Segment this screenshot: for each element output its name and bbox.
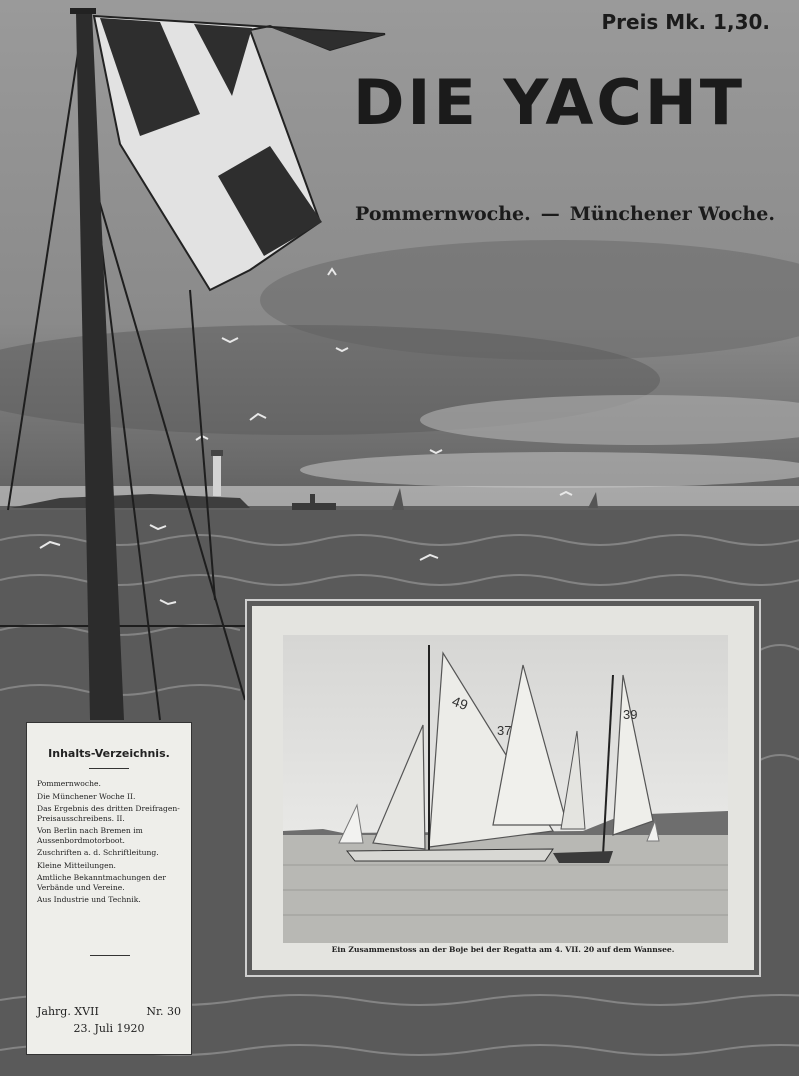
issue-number: Nr. 30 bbox=[146, 1005, 181, 1018]
issue-info bbox=[37, 1005, 181, 1035]
contents-item: Amtliche Bekanntmachungen der Verbände und Vereine. bbox=[37, 873, 166, 892]
contents-divider-bottom bbox=[90, 955, 130, 956]
subtitle-left: Pommernwoche. bbox=[355, 203, 531, 225]
contents-divider bbox=[89, 768, 129, 769]
sail-number-1: 49 bbox=[449, 692, 471, 714]
regatta-photo bbox=[283, 635, 728, 943]
price-label: Preis Mk. 1,30. bbox=[601, 10, 770, 34]
issue-date: 23. Juli 1920 bbox=[73, 1022, 145, 1035]
contents-list bbox=[37, 779, 181, 905]
contents-item: Von Berlin nach Bremen im Aussenbordmotorboot. bbox=[37, 826, 143, 845]
sail-number-3: 39 bbox=[623, 707, 638, 722]
contents-item: Die Münchener Woche II. bbox=[37, 791, 136, 801]
photo-caption: Ein Zusammenstoss an der Boje bei der Regatta am 4. VII. 20 auf dem Wannsee. bbox=[331, 945, 675, 954]
contents-item: Kleine Mitteilungen. bbox=[37, 860, 116, 870]
magazine-title: DIE YACHT bbox=[352, 66, 746, 139]
contents-item: Pommernwoche. bbox=[37, 779, 101, 788]
contents-item: Zuschriften a. d. Schriftleitung. bbox=[37, 848, 159, 857]
subtitle-right: Münchener Woche. bbox=[569, 203, 775, 225]
subtitle bbox=[340, 203, 790, 225]
contents-heading: Inhalts-Verzeichnis. bbox=[48, 747, 170, 760]
contents-item: Aus Industrie und Technik. bbox=[37, 895, 141, 904]
contents-panel bbox=[26, 722, 192, 1055]
contents-item: Das Ergebnis des dritten Dreifragen-Preisausschreibens. II. bbox=[37, 804, 180, 823]
sail-number-2: 37 bbox=[497, 723, 512, 738]
volume-label: Jahrg. XVII bbox=[37, 1005, 99, 1018]
subtitle-dash: — bbox=[540, 203, 560, 225]
photo-frame bbox=[247, 601, 759, 975]
